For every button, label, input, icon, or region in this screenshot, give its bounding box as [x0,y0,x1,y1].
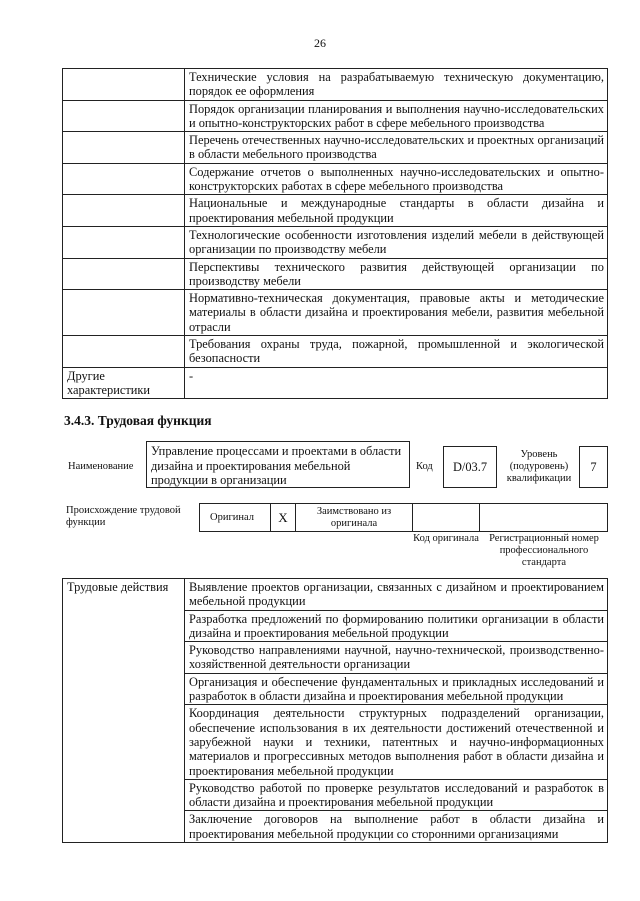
level-label: Уровень (подуровень) квалификации [506,449,572,484]
table-label-cell [63,336,185,368]
other-characteristics-value: - [185,367,608,399]
table-cell: Порядок организации планирования и выполнения научно-исследовательских и опытно-конструкторских работ в сфере мебельного производства [185,100,608,132]
borrowed-label: Заимствовано из оригинала [295,503,413,532]
original-mark: X [270,503,296,532]
origin-label: Происхождение трудовой функции [66,505,181,528]
table-label-cell [63,163,185,195]
table-cell: Требования охраны труда, пожарной, промышленной и экологической безопасности [185,336,608,368]
reg-number-label: Регистрационный номер профессионального стандарта [489,533,599,568]
function-name-box: Управление процессами и проектами в области дизайна и проектирования мебельной продукции в организации [146,441,410,488]
level-value: 7 [579,446,608,488]
table-cell: Заключение договоров на выполнение работ в области дизайна и проектирования мебельной продукции со сторонними организациями [185,811,608,843]
original-label: Оригинал [199,503,271,532]
table-row [63,69,608,101]
code-original-label: Код оригинала [413,533,479,544]
table-cell: Руководство направлениями научной, научно-технической, производственно-хозяйственной деятельности организации [185,642,608,674]
code-original-box [412,503,480,532]
table-cell: Координация деятельности структурных подразделений организации, обеспечение использования в их деятельности достижений отечественной и зарубежной науки и техники, патентных и научно-информационных материалов и прогрессивных методов выполнения работ в области дизайна и проектирования мебельной продукции [185,705,608,779]
labor-actions-table [62,578,608,843]
table-label-cell [63,258,185,290]
table-row [63,579,608,611]
table-label-cell [63,100,185,132]
table-cell: Руководство работой по проверке результатов исследований и разработок в области дизайна и проектирования мебельной продукции [185,779,608,811]
table-cell: Национальные и международные стандарты в области дизайна и проектирования мебельной продукции [185,195,608,227]
code-label: Код [416,461,433,472]
table-row [63,258,608,290]
table-label-cell [63,290,185,336]
table-row [63,195,608,227]
code-value: D/03.7 [443,446,497,488]
table-label-cell [63,69,185,101]
table-label-cell [63,132,185,164]
labor-actions-label: Трудовые действия [63,579,185,843]
table-row [63,163,608,195]
table-row [63,100,608,132]
table-row [63,226,608,258]
table-cell: Нормативно-техническая документация, правовые акты и методические материалы в области дизайна и проектирования мебели, развития мебельной отрасли [185,290,608,336]
section-title: 3.4.3. Трудовая функция [64,413,212,428]
table-label-cell [63,226,185,258]
table-cell: Разработка предложений по формированию политики организации в области дизайна и проектирования мебельной продукции [185,610,608,642]
name-label: Наименование [68,461,134,472]
table-cell: Технологические особенности изготовления изделий мебели в действующей организации по производству мебели [185,226,608,258]
knowledge-table [62,68,608,399]
table-cell: Организация и обеспечение фундаментальных и прикладных исследований и разработок в области дизайна и проектирования мебельной продукции [185,673,608,705]
page-number: 26 [314,36,326,50]
table-row [63,367,608,399]
reg-number-box [479,503,608,532]
table-cell: Перечень отечественных научно-исследовательских и проектных организаций в области мебельного производства [185,132,608,164]
table-cell: Перспективы технического развития действующей организации по производству мебели [185,258,608,290]
table-cell: Технические условия на разрабатываемую техническую документацию, порядок ее оформления [185,69,608,101]
table-row [63,132,608,164]
table-row [63,336,608,368]
table-label-cell [63,195,185,227]
table-cell: Выявление проектов организации, связанных с дизайном и проектированием мебельной продукции [185,579,608,611]
table-row [63,290,608,336]
other-characteristics-label: Другие характеристики [63,367,185,399]
table-cell: Содержание отчетов о выполненных научно-исследовательских и опытно-конструкторских работах в сфере мебельного производства [185,163,608,195]
